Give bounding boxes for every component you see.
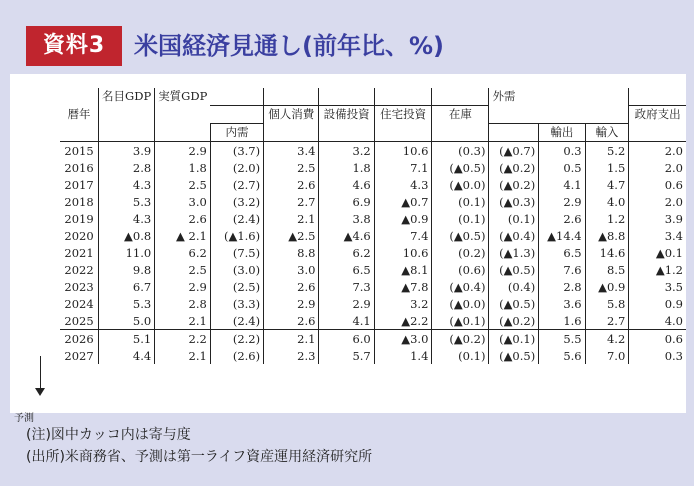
table-row (60, 278, 686, 295)
value-cell: 8.8 (264, 244, 319, 261)
value-cell: 4.6 (319, 176, 374, 193)
table-panel (10, 74, 686, 424)
value-cell: 4.0 (585, 193, 629, 210)
value-cell: 5.8 (585, 295, 629, 312)
value-cell: 6.5 (539, 244, 585, 261)
forecast-arrow-line (40, 356, 41, 392)
year-cell: 2023 (64, 279, 94, 294)
value-cell: 2.9 (539, 193, 585, 210)
value-cell: (▲0.2) (489, 176, 539, 193)
value-cell: ▲0.9 (585, 278, 629, 295)
value-cell: 2.8 (155, 295, 211, 312)
value-cell: (0.2) (432, 244, 489, 261)
value-cell: 0.6 (629, 176, 686, 193)
value-cell: (▲0.4) (489, 227, 539, 244)
footnotes (26, 424, 372, 468)
value-cell: (2.4) (210, 210, 263, 227)
value-cell: 3.0 (264, 261, 319, 278)
value-cell: ▲0.9 (374, 210, 432, 227)
value-cell: 5.2 (585, 142, 629, 160)
value-cell: 5.7 (319, 347, 374, 364)
value-cell: 6.5 (319, 261, 374, 278)
value-cell: (3.2) (210, 193, 263, 210)
col-external: 外需 (489, 88, 539, 106)
value-cell: (▲0.2) (489, 312, 539, 330)
value-cell: 2.9 (155, 142, 211, 160)
value-cell: 10.6 (374, 244, 432, 261)
header-row-1 (60, 88, 686, 106)
value-cell: 4.0 (629, 312, 686, 330)
value-cell: (▲0.2) (432, 330, 489, 348)
value-cell: (0.1) (489, 210, 539, 227)
value-cell: 2.9 (155, 278, 211, 295)
table-row (60, 176, 686, 193)
value-cell: (2.4) (210, 312, 263, 330)
value-cell: (▲1.6) (210, 227, 263, 244)
value-cell: 3.4 (629, 227, 686, 244)
value-cell: 0.6 (629, 330, 686, 348)
value-cell: (2.6) (210, 347, 263, 364)
value-cell: (0.1) (432, 210, 489, 227)
value-cell: 2.1 (155, 347, 211, 364)
table-row (60, 142, 686, 160)
value-cell: 7.6 (539, 261, 585, 278)
value-cell: 3.9 (629, 210, 686, 227)
value-cell: 3.5 (629, 278, 686, 295)
value-cell: 2.7 (264, 193, 319, 210)
value-cell: 1.8 (319, 159, 374, 176)
value-cell: (0.6) (432, 261, 489, 278)
value-cell: (▲0.1) (489, 330, 539, 348)
value-cell: 2.6 (264, 278, 319, 295)
value-cell: 6.7 (99, 278, 155, 295)
header-row-3 (60, 124, 686, 142)
value-cell: ▲7.8 (374, 278, 432, 295)
value-cell: 2.9 (319, 295, 374, 312)
value-cell: 7.4 (374, 227, 432, 244)
value-cell: 2.2 (155, 330, 211, 348)
value-cell: 2.0 (629, 159, 686, 176)
header-row-2 (60, 106, 686, 124)
col-domestic-demand: 内需 (210, 124, 263, 142)
value-cell: 0.5 (539, 159, 585, 176)
value-cell: 2.6 (155, 210, 211, 227)
table-row (60, 261, 686, 278)
value-cell: 3.9 (99, 142, 155, 160)
value-cell: ▲4.6 (319, 227, 374, 244)
value-cell: ▲2.5 (264, 227, 319, 244)
value-cell: 3.8 (319, 210, 374, 227)
col-year: 暦年 (67, 106, 91, 121)
forecast-label: 予測 (14, 413, 34, 424)
value-cell: (2.2) (210, 330, 263, 348)
year-cell: 2024 (64, 296, 94, 311)
table-row (60, 295, 686, 312)
table-row (60, 330, 686, 348)
value-cell: 2.6 (264, 312, 319, 330)
value-cell: 2.5 (155, 261, 211, 278)
value-cell: 4.3 (99, 176, 155, 193)
value-cell: 11.0 (99, 244, 155, 261)
value-cell: 2.6 (264, 176, 319, 193)
value-cell: 6.9 (319, 193, 374, 210)
value-cell: 1.6 (539, 312, 585, 330)
value-cell: 4.7 (585, 176, 629, 193)
value-cell: 2.0 (629, 193, 686, 210)
year-cell: 2019 (64, 211, 94, 226)
value-cell: (▲0.5) (432, 159, 489, 176)
forecast-table (60, 88, 686, 364)
year-cell: 2017 (64, 177, 94, 192)
value-cell: (▲0.0) (432, 295, 489, 312)
table-row (60, 210, 686, 227)
value-cell: ▲ 2.1 (155, 227, 211, 244)
value-cell: ▲8.1 (374, 261, 432, 278)
value-cell: 2.9 (264, 295, 319, 312)
value-cell: 0.3 (539, 142, 585, 160)
col-government: 政府支出 (629, 106, 686, 124)
year-cell: 2020 (64, 228, 94, 243)
value-cell: (3.7) (210, 142, 263, 160)
value-cell: 6.2 (155, 244, 211, 261)
value-cell: (▲0.3) (489, 193, 539, 210)
col-nominal-gdp: 名目GDP (99, 88, 155, 106)
value-cell: 1.4 (374, 347, 432, 364)
value-cell: 5.3 (99, 193, 155, 210)
value-cell: (▲1.3) (489, 244, 539, 261)
value-cell: 5.5 (539, 330, 585, 348)
value-cell: ▲3.0 (374, 330, 432, 348)
table-row (60, 159, 686, 176)
value-cell: 3.0 (155, 193, 211, 210)
year-cell: 2021 (64, 245, 94, 260)
value-cell: 1.8 (155, 159, 211, 176)
value-cell: 4.2 (585, 330, 629, 348)
value-cell: (▲0.5) (489, 347, 539, 364)
value-cell: (3.0) (210, 261, 263, 278)
value-cell: 6.0 (319, 330, 374, 348)
table-row (60, 312, 686, 330)
note-1: (注)図中カッコ内は寄与度 (26, 427, 191, 443)
page-title: 米国経済見通し(前年比、%) (134, 32, 444, 60)
value-cell: ▲14.4 (539, 227, 585, 244)
value-cell: (▲0.7) (489, 142, 539, 160)
value-cell: 5.3 (99, 295, 155, 312)
year-cell: 2016 (64, 160, 94, 175)
value-cell: 2.1 (264, 210, 319, 227)
value-cell: 9.8 (99, 261, 155, 278)
value-cell: ▲8.8 (585, 227, 629, 244)
value-cell: (▲0.2) (489, 159, 539, 176)
value-cell: (2.5) (210, 278, 263, 295)
value-cell: (2.0) (210, 159, 263, 176)
year-cell: 2022 (64, 262, 94, 277)
value-cell: (▲0.1) (432, 312, 489, 330)
year-cell: 2015 (64, 143, 94, 158)
year-cell: 2025 (64, 313, 94, 328)
value-cell: 0.3 (629, 347, 686, 364)
value-cell: 3.4 (264, 142, 319, 160)
value-cell: 4.1 (319, 312, 374, 330)
table-row (60, 244, 686, 261)
value-cell: 2.1 (264, 330, 319, 348)
table-row (60, 227, 686, 244)
value-cell: 0.9 (629, 295, 686, 312)
value-cell: (▲0.4) (432, 278, 489, 295)
col-exports: 輸出 (539, 124, 585, 142)
value-cell: 2.0 (629, 142, 686, 160)
value-cell: ▲0.8 (99, 227, 155, 244)
value-cell: ▲0.7 (374, 193, 432, 210)
value-cell: 2.8 (539, 278, 585, 295)
value-cell: 2.1 (155, 312, 211, 330)
value-cell: 4.3 (374, 176, 432, 193)
value-cell: 7.1 (374, 159, 432, 176)
col-inventory: 在庫 (432, 106, 489, 124)
value-cell: 3.2 (374, 295, 432, 312)
value-cell: (2.7) (210, 176, 263, 193)
year-cell: 2026 (60, 330, 99, 348)
value-cell: 2.8 (99, 159, 155, 176)
col-personal-consumption: 個人消費 (264, 106, 319, 124)
value-cell: 5.6 (539, 347, 585, 364)
value-cell: (▲0.0) (432, 176, 489, 193)
value-cell: (▲0.5) (489, 295, 539, 312)
value-cell: 7.0 (585, 347, 629, 364)
value-cell: (3.3) (210, 295, 263, 312)
value-cell: 4.3 (99, 210, 155, 227)
value-cell: (▲0.5) (489, 261, 539, 278)
value-cell: 1.5 (585, 159, 629, 176)
value-cell: (0.3) (432, 142, 489, 160)
col-housing: 住宅投資 (374, 106, 432, 124)
value-cell: (▲0.5) (432, 227, 489, 244)
year-cell: 2027 (64, 348, 94, 363)
value-cell: (0.1) (432, 347, 489, 364)
value-cell: 4.1 (539, 176, 585, 193)
value-cell: 2.5 (264, 159, 319, 176)
value-cell: (7.5) (210, 244, 263, 261)
value-cell: 4.4 (99, 347, 155, 364)
value-cell: 2.3 (264, 347, 319, 364)
value-cell: 7.3 (319, 278, 374, 295)
value-cell: 6.2 (319, 244, 374, 261)
value-cell: 5.0 (99, 312, 155, 330)
value-cell: 1.2 (585, 210, 629, 227)
note-source: (出所)米商務省、予測は第一ライフ資産運用経済研究所 (26, 449, 373, 465)
value-cell: 2.7 (585, 312, 629, 330)
value-cell: (0.4) (489, 278, 539, 295)
value-cell: ▲0.1 (629, 244, 686, 261)
value-cell: 10.6 (374, 142, 432, 160)
forecast-arrow-icon (35, 388, 45, 396)
value-cell: (0.1) (432, 193, 489, 210)
col-capex: 設備投資 (319, 106, 374, 124)
table-row (60, 347, 686, 364)
value-cell: 8.5 (585, 261, 629, 278)
col-real-gdp: 実質GDP (155, 88, 211, 106)
col-imports: 輸入 (585, 124, 629, 142)
value-cell: 5.1 (99, 330, 155, 348)
value-cell: 3.6 (539, 295, 585, 312)
value-cell: 2.5 (155, 176, 211, 193)
value-cell: 3.2 (319, 142, 374, 160)
year-cell: 2018 (64, 194, 94, 209)
table-row (60, 193, 686, 210)
value-cell: 2.6 (539, 210, 585, 227)
value-cell: 14.6 (585, 244, 629, 261)
material-badge: 資料3 (26, 26, 122, 66)
value-cell: ▲1.2 (629, 261, 686, 278)
value-cell: ▲2.2 (374, 312, 432, 330)
